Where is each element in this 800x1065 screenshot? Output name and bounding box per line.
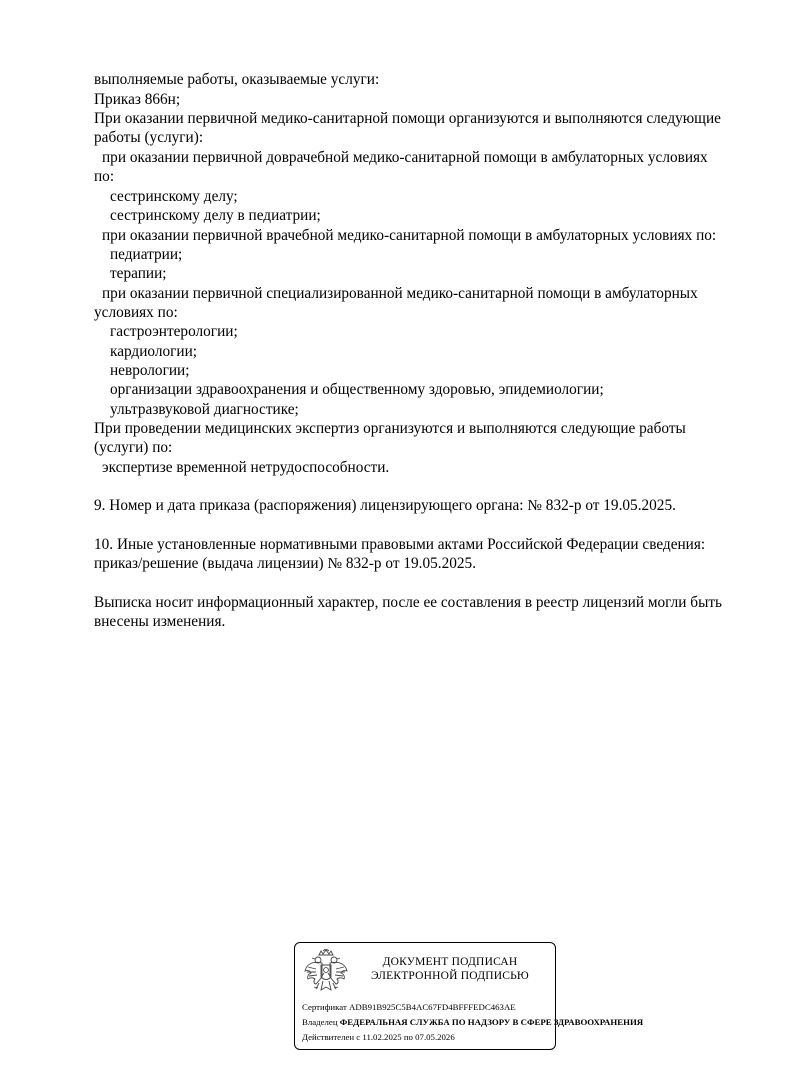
text-line: терапии; [110,265,167,282]
owner-label: Владелец [302,1017,338,1027]
disclaimer-line: внесены изменения. [94,613,226,630]
stamp-title: ЭЛЕКТРОННОЙ ПОДПИСЬЮ [371,970,529,982]
text-line: работы (услуги): [94,129,204,146]
text-line: педиатрии; [110,246,183,263]
text-line: кардиологии; [110,343,198,360]
text-line: экспертизе временной нетрудоспособности. [102,459,390,476]
electronic-signature-stamp [294,942,644,1050]
disclaimer-line: Выписка носит информационный характер, после ее составления в реестр лицензий могли быть [94,594,723,611]
text-line: При проведении медицинских экспертиз организуются и выполняются следующие работы [94,420,686,437]
certificate-value: ADB91B925C5B4AC67FD4BFFFEDC463AE [349,1002,516,1012]
owner-line [302,1017,643,1028]
order-info-line: 9. Номер и дата приказа (распоряжения) лицензирующего органа: № 832-р от 19.05.2025. [94,497,676,514]
text-line: неврологии; [110,362,190,379]
certificate-line [302,1002,516,1013]
text-line: организации здравоохранения и общественному здоровью, эпидемиологии; [110,381,604,398]
certificate-label: Сертификат [302,1002,347,1012]
validity-line: Действителен с 11.02.2025 по 07.05.2026 [302,1032,455,1042]
russian-coat-of-arms-icon [302,947,350,997]
text-line: (услуги) по: [94,439,173,456]
text-line: выполняемые работы, оказываемые услуги: [94,71,380,88]
owner-value: ФЕДЕРАЛЬНАЯ СЛУЖБА ПО НАДЗОРУ В СФЕРЕ ЗДРАВООХРАНЕНИЯ [339,1017,644,1027]
text-line: по: [94,168,115,185]
text-line: Приказ 866н; [94,91,181,108]
stamp-title: ДОКУМЕНТ ПОДПИСАН [382,956,518,968]
other-info-line: приказ/решение (выдача лицензии) № 832-р от 19.05.2025. [94,555,477,572]
text-line: при оказании первичной врачебной медико-санитарной помощи в амбулаторных условиях по: [102,227,717,244]
other-info-line: 10. Иные установленные нормативными правовыми актами Российской Федерации сведения: [94,536,706,553]
text-line: при оказании первичной доврачебной медико-санитарной помощи в амбулаторных условиях [102,149,708,166]
text-line: При оказании первичной медико-санитарной помощи организуются и выполняются следующие [94,110,721,127]
text-line: при оказании первичной специализированной медико-санитарной помощи в амбулаторных [102,285,698,302]
text-line: ультразвуковой диагностике; [110,401,299,418]
text-line: условиях по: [94,304,178,321]
text-line: сестринскому делу; [110,188,238,205]
text-line: гастроэнтерологии; [110,323,238,340]
text-line: сестринскому делу в педиатрии; [110,207,321,224]
